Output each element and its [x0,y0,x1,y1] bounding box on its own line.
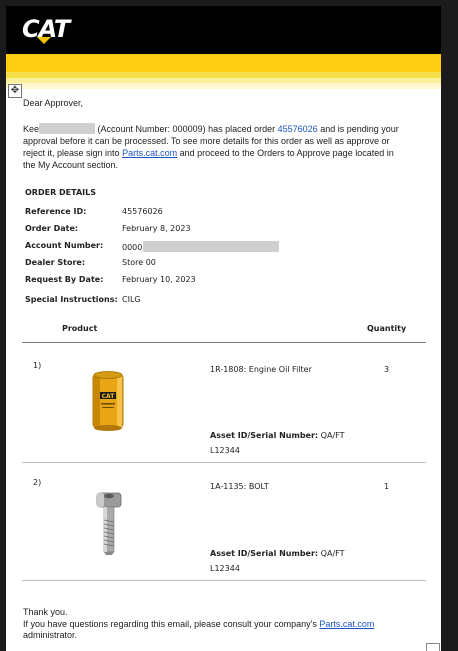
header-bar [6,6,441,54]
order-number-link[interactable]: 45576026 [277,124,318,134]
product-quantity: 3 [384,365,390,374]
intro-line-1: Kee (Account Number: 000009) has placed order 45576026 and is pending your [23,124,399,134]
logo-triangle-icon [37,37,51,44]
parts-cat-footer-link[interactable]: Parts.cat.com [319,619,375,629]
special-instructions-label: Special Instructions: [25,295,118,304]
product-column-header: Product [62,324,98,333]
product-name: 1R-1808: Engine Oil Filter [210,365,312,374]
asset-serial-continued: L12344 [210,564,240,573]
parts-cat-link[interactable]: Parts.cat.com [122,148,178,158]
svg-text:CAT: CAT [101,393,115,400]
footer-line-1: If you have questions regarding this email, please consult your company's Parts.cat.com [23,619,375,629]
account-number-label: Account Number: [25,241,104,250]
intro-line-2: approval before it can be processed. To see more details for this order as well as approve or [23,136,390,146]
row-divider [22,580,426,581]
bolt-image [94,492,124,556]
row-index: 2) [33,478,42,487]
oil-filter-image [92,370,124,432]
product-quantity: 1 [384,482,390,491]
asset-serial: Asset ID/Serial Number: QA/FT [210,549,345,558]
greeting: Dear Approver, [23,98,84,108]
yellow-band-fade-3 [6,83,441,89]
email-body [6,6,441,651]
request-by-date-label: Request By Date: [25,275,104,284]
quantity-column-header: Quantity [367,324,407,333]
row-divider [22,462,426,463]
asset-serial: Asset ID/Serial Number: QA/FT [210,431,345,440]
table-header-rule [22,342,426,343]
redacted-account [143,241,279,252]
special-instructions-value: CILG [122,295,141,304]
thank-you-text: Thank you. [23,607,68,617]
order-date-value: February 8, 2023 [122,224,191,233]
order-date-label: Order Date: [25,224,79,233]
footer-line-2: administrator. [23,630,78,640]
reference-id-value: 45576026 [122,207,163,216]
intro-line-3: reject it, please sign into Parts.cat.com and proceed to the Orders to Approve page located in [23,148,394,158]
redacted-name [39,123,95,134]
product-name: 1A-1135: BOLT [210,482,269,491]
order-details-title: ORDER DETAILS [25,188,96,197]
dealer-store-label: Dealer Store: [25,258,86,267]
resize-corner-icon[interactable] [426,643,440,651]
cat-logo: CAT [22,15,70,43]
intro-line-4: the My Account section. [23,160,119,170]
row-index: 1) [33,361,42,370]
dealer-store-value: Store 00 [122,258,156,267]
account-number-value: 0000 [122,241,279,252]
move-handle-icon[interactable]: ✥ [8,84,22,98]
yellow-band [6,54,441,72]
reference-id-label: Reference ID: [25,207,87,216]
asset-serial-continued: L12344 [210,446,240,455]
request-by-date-value: February 10, 2023 [122,275,196,284]
